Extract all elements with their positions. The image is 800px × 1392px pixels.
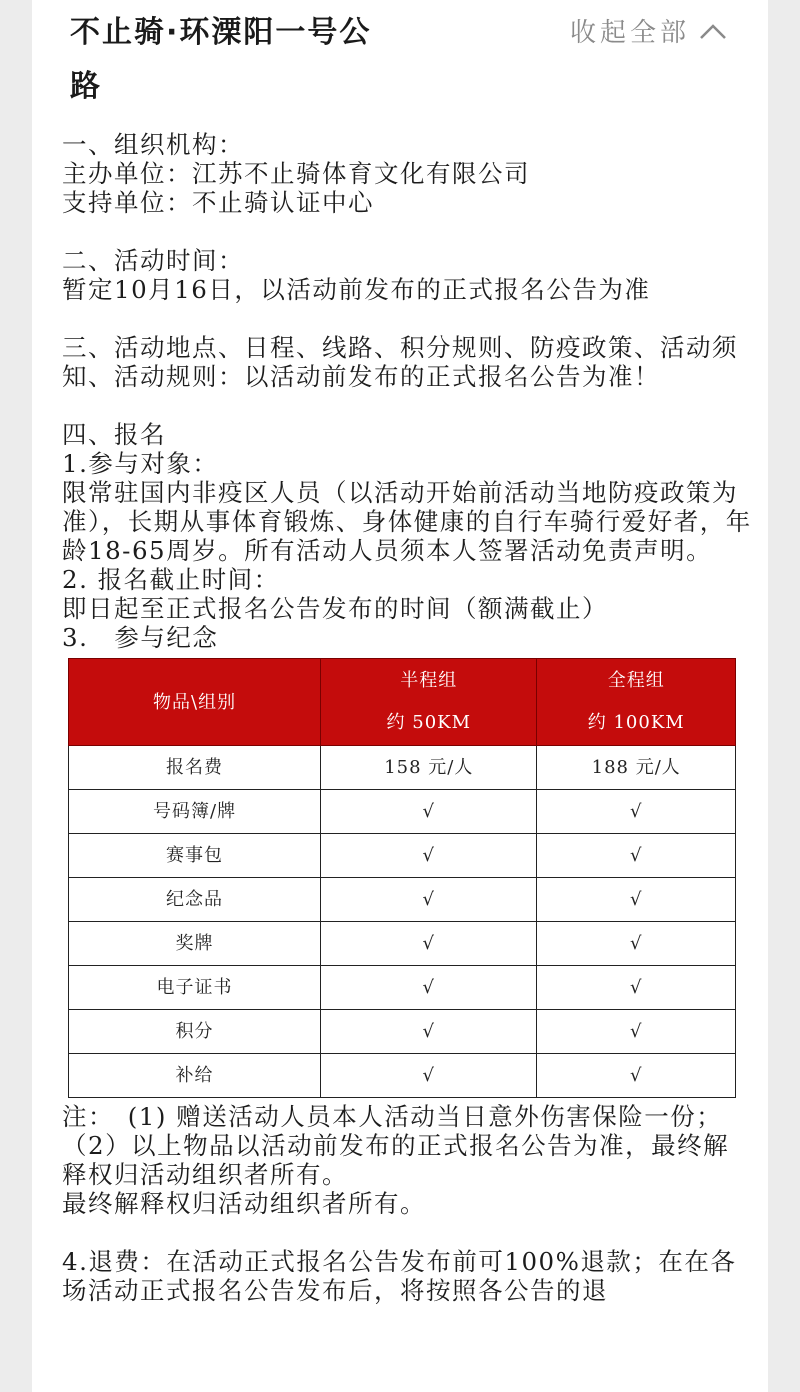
row-item: 赛事包 — [69, 834, 321, 878]
full-group-distance: 约 100KM — [587, 712, 685, 733]
table-row — [69, 1054, 736, 1098]
supporter-text: 支持单位：不止骑认证中心 — [62, 188, 374, 217]
row-item: 报名费 — [69, 746, 321, 790]
article-title: 不止骑·环溧阳一号公路 — [70, 15, 372, 104]
org-heading: 一、组织机构： — [62, 130, 244, 159]
row-full: √ — [537, 966, 736, 1010]
article-body — [62, 130, 752, 1305]
note-final-interpretation: （2）以上物品以活动前发布的正式报名公告为准，最终解释权归活动组织者所有。 — [62, 1131, 730, 1189]
table-row — [69, 746, 736, 790]
deadline-text: 即日起至正式报名公告发布的时间（额满截止） — [62, 594, 608, 623]
table-header-row — [69, 659, 736, 746]
place-text: 三、活动地点、日程、线路、积分规则、防疫政策、活动须知、活动规则：以活动前发布的正式报名公告为准！ — [62, 333, 738, 391]
row-half: √ — [321, 834, 537, 878]
row-item: 纪念品 — [69, 878, 321, 922]
row-full: √ — [537, 1010, 736, 1054]
header-half-group — [321, 659, 537, 746]
souvenir-table — [68, 658, 736, 1098]
row-item: 积分 — [69, 1010, 321, 1054]
table-row — [69, 878, 736, 922]
row-half: √ — [321, 1054, 537, 1098]
row-full: √ — [537, 922, 736, 966]
deadline-heading: 2. 报名截止时间： — [62, 565, 280, 594]
header-item-group: 物品\组别 — [69, 659, 321, 746]
signup-heading: 四、报名 — [62, 420, 166, 449]
refund-text: 4.退费：在活动正式报名公告发布前可100%退款；在在各场活动正式报名公告发布后，将按照各公告的退 — [62, 1247, 737, 1305]
article-card — [32, 0, 768, 1392]
organizer-text: 主办单位：江苏不止骑体育文化有限公司 — [62, 159, 530, 188]
article-header — [32, 0, 768, 122]
row-half: √ — [321, 966, 537, 1010]
collapse-all-label: 收起全部 — [569, 18, 690, 48]
header-full-group — [537, 659, 736, 746]
table-row — [69, 790, 736, 834]
row-full: √ — [537, 878, 736, 922]
row-full: √ — [537, 834, 736, 878]
table-row — [69, 922, 736, 966]
half-group-distance: 约 50KM — [386, 712, 472, 733]
row-item: 电子证书 — [69, 966, 321, 1010]
row-item: 奖牌 — [69, 922, 321, 966]
time-text: 暂定10月16日，以活动前发布的正式报名公告为准 — [62, 275, 651, 304]
row-half: 158 元/人 — [321, 746, 537, 790]
row-half: √ — [321, 1010, 537, 1054]
note-insurance: 注： (1) 赠送活动人员本人活动当日意外伤害保险一份； — [62, 1102, 723, 1131]
row-full: 188 元/人 — [537, 746, 736, 790]
collapse-all-button[interactable] — [570, 12, 728, 49]
full-group-name: 全程组 — [607, 670, 665, 691]
note-repeat: 最终解释权归活动组织者所有。 — [62, 1189, 426, 1218]
row-full: √ — [537, 790, 736, 834]
row-half: √ — [321, 790, 537, 834]
table-row — [69, 834, 736, 878]
row-item: 补给 — [69, 1054, 321, 1098]
table-row — [69, 1010, 736, 1054]
row-full: √ — [537, 1054, 736, 1098]
table-row — [69, 966, 736, 1010]
target-text: 限常驻国内非疫区人员（以活动开始前活动当地防疫政策为准），长期从事体育锻炼、身体健康的自行车骑行爱好者，年龄18-65周岁。所有活动人员须本人签署活动免责声明。 — [62, 478, 752, 565]
row-half: √ — [321, 922, 537, 966]
row-item: 号码簿/牌 — [69, 790, 321, 834]
target-heading: 1.参与对象： — [62, 449, 219, 478]
half-group-name: 半程组 — [400, 670, 458, 691]
row-half: √ — [321, 878, 537, 922]
souvenir-heading: 3. 参与纪念 — [62, 623, 219, 652]
chevron-up-icon — [698, 21, 728, 41]
time-heading: 二、活动时间： — [62, 246, 244, 275]
